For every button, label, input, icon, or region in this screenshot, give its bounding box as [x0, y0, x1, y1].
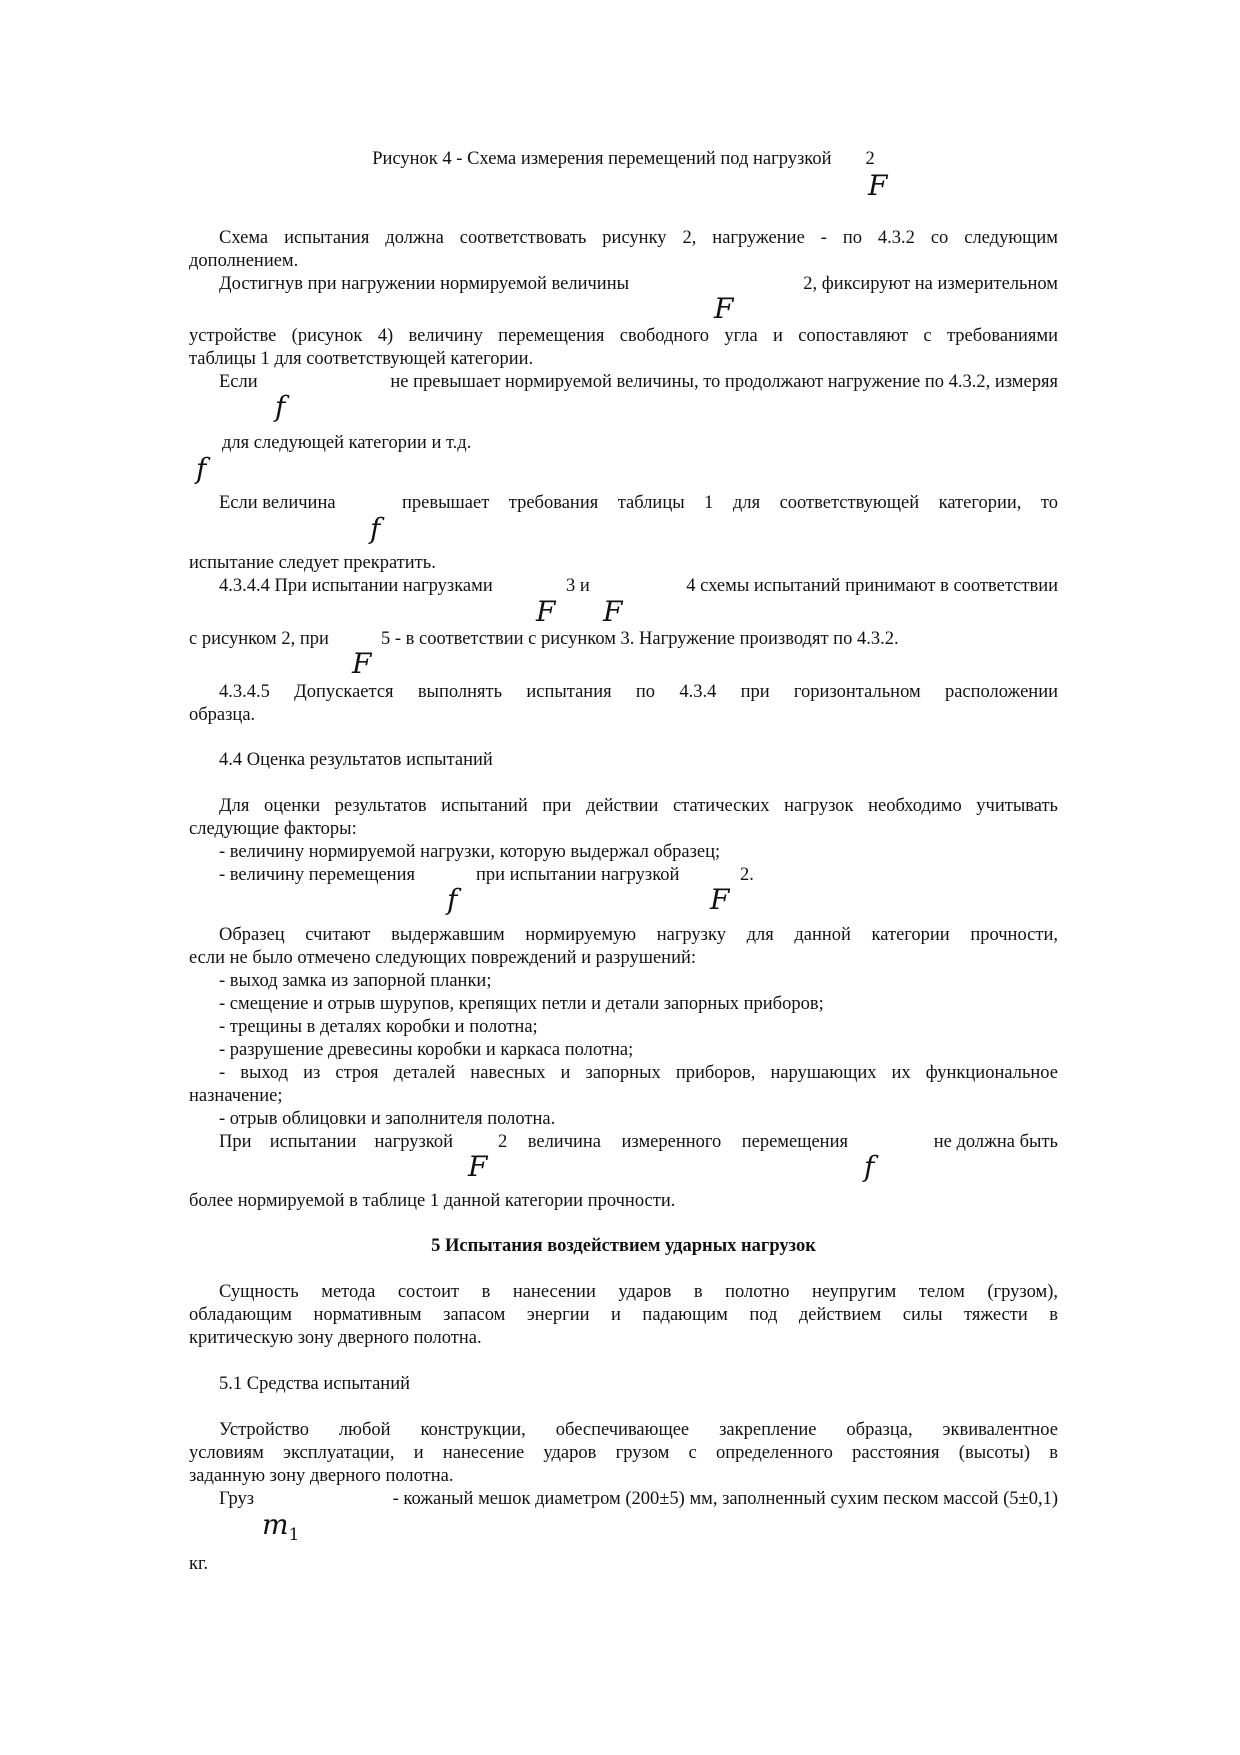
formula-m1: $m_1$ — [262, 1508, 300, 1545]
paragraph-text: 4 схемы испытаний принимают в соответствии — [686, 576, 1058, 596]
paragraph-text: Сущность метода состоит в нанесении ударов в полотно неупругим телом (грузом), — [219, 1282, 1058, 1302]
list-item: - трещины в деталях коробки и полотна; — [219, 1017, 538, 1037]
paragraph-text: 3 и — [566, 576, 590, 596]
paragraph-text: испытание следует прекратить. — [189, 553, 436, 573]
list-item: - выход из строя деталей навесных и запорных приборов, нарушающих их функциональное — [219, 1063, 1058, 1083]
paragraph-text: условиям эксплуатации, и нанесение ударов грузом с определенного расстояния (высоты) в — [189, 1443, 1058, 1463]
list-item: - величину нормируемой нагрузки, которую выдержал образец; — [219, 842, 721, 862]
paragraph-text: Устройство любой конструкции, обеспечивающее закрепление образца, эквивалентное — [219, 1420, 1058, 1440]
paragraph-text: Образец считают выдержавшим нормируемую нагрузку для данной категории прочности, — [219, 925, 1058, 945]
list-item: - величину перемещения — [219, 865, 415, 885]
list-item: 2. — [740, 865, 754, 885]
paragraph-text: 4.3.4.5 Допускается выполнять испытания по 4.3.4 при горизонтальном расположении — [219, 682, 1058, 702]
list-item: - разрушение древесины коробки и каркаса полотна; — [219, 1040, 634, 1060]
section-heading: 5.1 Средства испытаний — [219, 1374, 411, 1394]
paragraph-text: Если — [219, 372, 258, 392]
paragraph-text: заданную зону дверного полотна. — [189, 1466, 454, 1486]
paragraph-text: дополнением. — [189, 251, 299, 271]
formula-F: F — [352, 647, 372, 680]
list-item: при испытании нагрузкой — [476, 865, 680, 885]
formula-f: f — [196, 452, 207, 485]
paragraph-text: 2 величина измеренного перемещения — [498, 1132, 848, 1152]
paragraph-text: устройстве (рисунок 4) величину перемещения свободного угла и сопоставляют с требованиями — [189, 326, 1058, 346]
paragraph-text: 2, фиксируют на измерительном — [803, 274, 1058, 294]
section-heading: 4.4 Оценка результатов испытаний — [219, 750, 493, 770]
paragraph-text: для следующей категории и т.д. — [222, 433, 472, 453]
formula-f: f — [370, 512, 381, 545]
paragraph-text: Схема испытания должна соответствовать рисунку 2, нагружение - по 4.3.2 со следующим — [219, 228, 1058, 248]
formula-F: F — [603, 595, 623, 628]
paragraph-text: Груз — [219, 1489, 255, 1509]
formula-F: F — [710, 883, 730, 916]
paragraph-text: Для оценки результатов испытаний при действии статических нагрузок необходимо учитывать — [219, 796, 1058, 816]
list-item: назначение; — [189, 1086, 283, 1106]
paragraph-text: обладающим нормативным запасом энергии и падающим под действием силы тяжести в — [189, 1305, 1058, 1325]
formula-F: F — [868, 169, 888, 202]
paragraph-text: таблицы 1 для соответствующей категории. — [189, 349, 534, 369]
paragraph-text: 4.3.4.4 При испытании нагрузками — [219, 576, 493, 596]
figure-caption: Рисунок 4 - Схема измерения перемещений под нагрузкой 2 — [372, 149, 875, 169]
formula-F: F — [536, 595, 556, 628]
list-item: - отрыв облицовки и заполнителя полотна. — [219, 1109, 556, 1129]
paragraph-text: следующие факторы: — [189, 819, 357, 839]
paragraph-text: кг. — [189, 1554, 209, 1574]
paragraph-text: Если величина — [219, 493, 336, 513]
paragraph-text: образца. — [189, 705, 256, 725]
paragraph-text: не должна быть — [933, 1132, 1058, 1152]
formula-F: F — [714, 292, 734, 325]
paragraph-text: не превышает нормируемой величины, то продолжают нагружение по 4.3.2, измеряя — [390, 372, 1058, 392]
formula-f: f — [447, 883, 458, 916]
paragraph-text: если не было отмечено следующих повреждений и разрушений: — [189, 948, 697, 968]
paragraph-text: - кожаный мешок диаметром (200±5) мм, заполненный сухим песком массой (5±0,1) — [392, 1489, 1058, 1509]
paragraph-text: При испытании нагрузкой — [219, 1132, 453, 1152]
formula-F: F — [468, 1150, 488, 1183]
list-item: - смещение и отрыв шурупов, крепящих петли и детали запорных приборов; — [219, 994, 824, 1014]
list-item: - выход замка из запорной планки; — [219, 971, 492, 991]
paragraph-text: критическую зону дверного полотна. — [189, 1328, 482, 1348]
paragraph-text: Достигнув при нагружении нормируемой величины — [219, 274, 630, 294]
paragraph-text: более нормируемой в таблице 1 данной категории прочности. — [189, 1191, 676, 1211]
section-heading: 5 Испытания воздействием ударных нагрузок — [431, 1236, 816, 1256]
formula-f: f — [275, 390, 286, 423]
paragraph-text: с рисунком 2, при — [189, 629, 329, 649]
formula-f: f — [864, 1150, 875, 1183]
paragraph-text: 5 - в соответствии с рисунком 3. Нагружение производят по 4.3.2. — [381, 629, 899, 649]
paragraph-text: превышает требования таблицы 1 для соответствующей категории, то — [402, 493, 1058, 513]
